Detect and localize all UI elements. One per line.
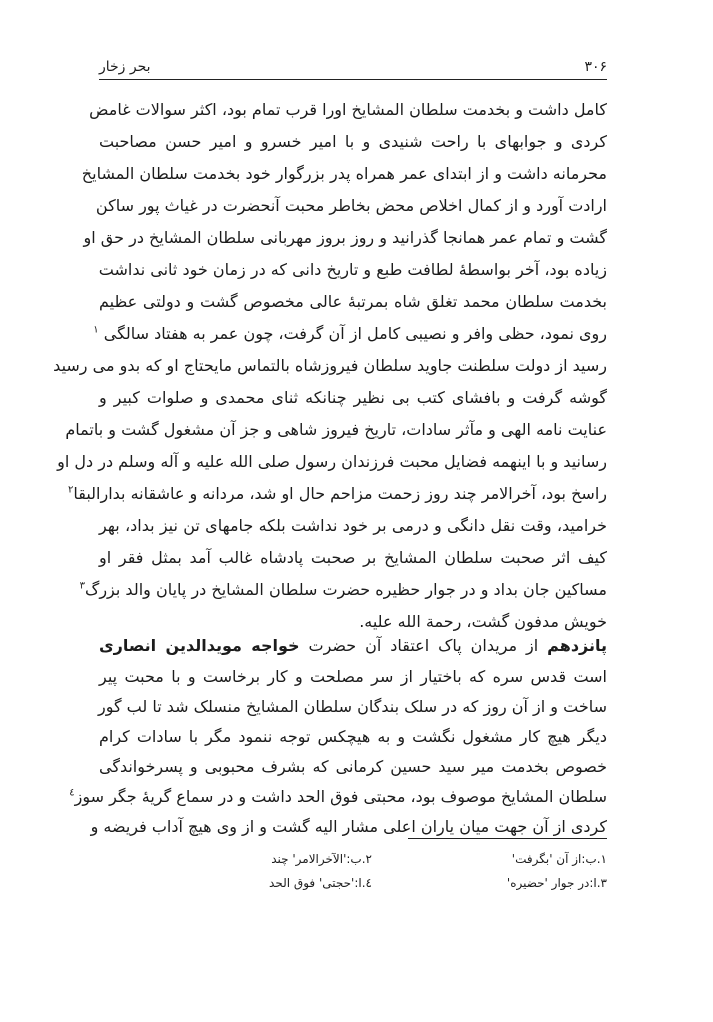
body-line: ارادت آورد و از کمال اخلاص محض بخاطر محبت آنحضرت در غیاث پور ساکن [95, 196, 607, 215]
footnote-marker: ۲ [67, 484, 74, 496]
running-title: بحر زخار [99, 59, 151, 75]
body-line: سلطان المشایخ موصوف بود، محبتی فوق الحد داشت و در سماع گریهٔ جگر سوز$^٤$ [69, 787, 607, 806]
footnote: ۱.ب:از آن 'بگرفت' [511, 852, 607, 866]
footnote: ٤.ا:'حجتی' فوق الحد [269, 876, 372, 890]
footnote: ۳.ا:در جوار 'حضیره' [506, 876, 607, 890]
body-line: گشت و تمام عمر همانجا گذرانید و روز بروز مهربانی سلطان المشایخ در حق او [83, 228, 607, 247]
body-line-text: روی نمود، حظی وافر و نصیبی کامل از آن گرفت، چون عمر به هفتاد سالگی [103, 324, 607, 343]
body-line: مساکین جان بداد و در جوار حظیره حضرت سلطان المشایخ در پایان والد بزرگ$^۳$ [79, 580, 607, 599]
body-line: عنایت نامه الهی و مآثر سادات، تاریخ فیروز شاهی و جز آن مشغول گشت و باتمام [65, 420, 607, 439]
footnote-marker-sup [93, 325, 98, 336]
body-line: ساخت و از آن روز که در سلک بندگان سلطان المشایخ منسلک شد تا لب گور [97, 697, 607, 716]
body-line: خویش مدفون گشت، رحمة الله علیه. [359, 612, 607, 631]
body-line: محرمانه داشت و از ابتدای عمر همراه پدر بزرگوار خود بخدمت سلطان المشایخ [81, 164, 607, 183]
body-line: خرامید، وقت نقل دانگی و درمی بر خود نداشت بلکه جامهای تن نیز بداد، بهر [99, 516, 607, 535]
footnote-row [99, 848, 607, 870]
body-line: بخدمت سلطان محمد تغلق شاه بمرتبهٔ عالی مخصوص گشت و دولتی عظیم [99, 292, 607, 311]
footnote-marker-sup [68, 485, 73, 496]
body-line: گوشه گرفت و بافشای کتب بی نظیر چنانکه ثنای محمدی و صلوات کبیر و [99, 388, 607, 407]
body-line: خصوص بخدمت میر سید حسین کرمانی که بشرف محبوبی و پسرخواندگی [99, 757, 607, 776]
body-line: رسانید و با اینهمه فضایل محبت فرزندان رسول صلی الله علیه و آله وسلم در دل او [57, 452, 607, 471]
footnote-marker-sup [80, 581, 85, 592]
body-line: کیف اثر صحبت سلطان المشایخ بر صحبت پادشاه غالب آمد بمثل فقر او [99, 548, 607, 567]
footnote-marker: ۱ [93, 324, 99, 336]
running-header [99, 53, 607, 75]
body-line: دیگر هیچ کار مشغول نگشت و به هیچکس توجه ننمود مگر با سادات کرام [99, 727, 607, 746]
body-line: زیاده بود، آخر بواسطهٔ لطافت طبع و تاریخ دانی که در زمان خود ثانی نداشت [98, 260, 607, 279]
body-line: کردی از آن جهت میان یاران اعلی مشار الیه گشت و از وی هیچ آداب فریضه و [90, 817, 607, 836]
footnote-marker: ٤ [69, 787, 75, 799]
section-number: پانزدهم [547, 636, 607, 655]
footnote: ۲.ب:'الآخرالامر' چند [271, 852, 372, 866]
body-line: کامل داشت و بخدمت سلطان المشایخ اورا قرب تمام بود، اکثر سوالات غامض [89, 100, 607, 119]
body-line: است قدس سره که باختیار از سر مصلحت و کار برخاست و با محبت پیر [99, 667, 607, 686]
footnote-divider [408, 838, 607, 839]
body-line: رسید از دولت سلطنت جاوید سلطان فیروزشاه بالتماس مایحتاج او که بدو می رسید [53, 356, 607, 375]
header-divider [99, 79, 607, 80]
body-line: راسخ بود، آخرالامر چند روز زحمت مزاحم حال او شد، مردانه و عاشقانه بدارالبقا$^۲$ [67, 484, 607, 503]
page-number: ۳۰۶ [584, 59, 607, 75]
section-intro: از مریدان پاک اعتقاد آن حضرت [308, 636, 539, 655]
footnote-row [99, 872, 607, 894]
body-line [93, 318, 607, 350]
footnote-marker: ۳ [79, 580, 85, 592]
section-person-name: خواجه مویدالدین انصاری [99, 636, 300, 655]
section-heading-line [99, 630, 607, 662]
body-line: کردی و جوابهای با راحت شنیدی و با امیر خسرو و امیر حسن مصاحبت [99, 132, 607, 151]
footnote-marker-sup [69, 788, 74, 799]
